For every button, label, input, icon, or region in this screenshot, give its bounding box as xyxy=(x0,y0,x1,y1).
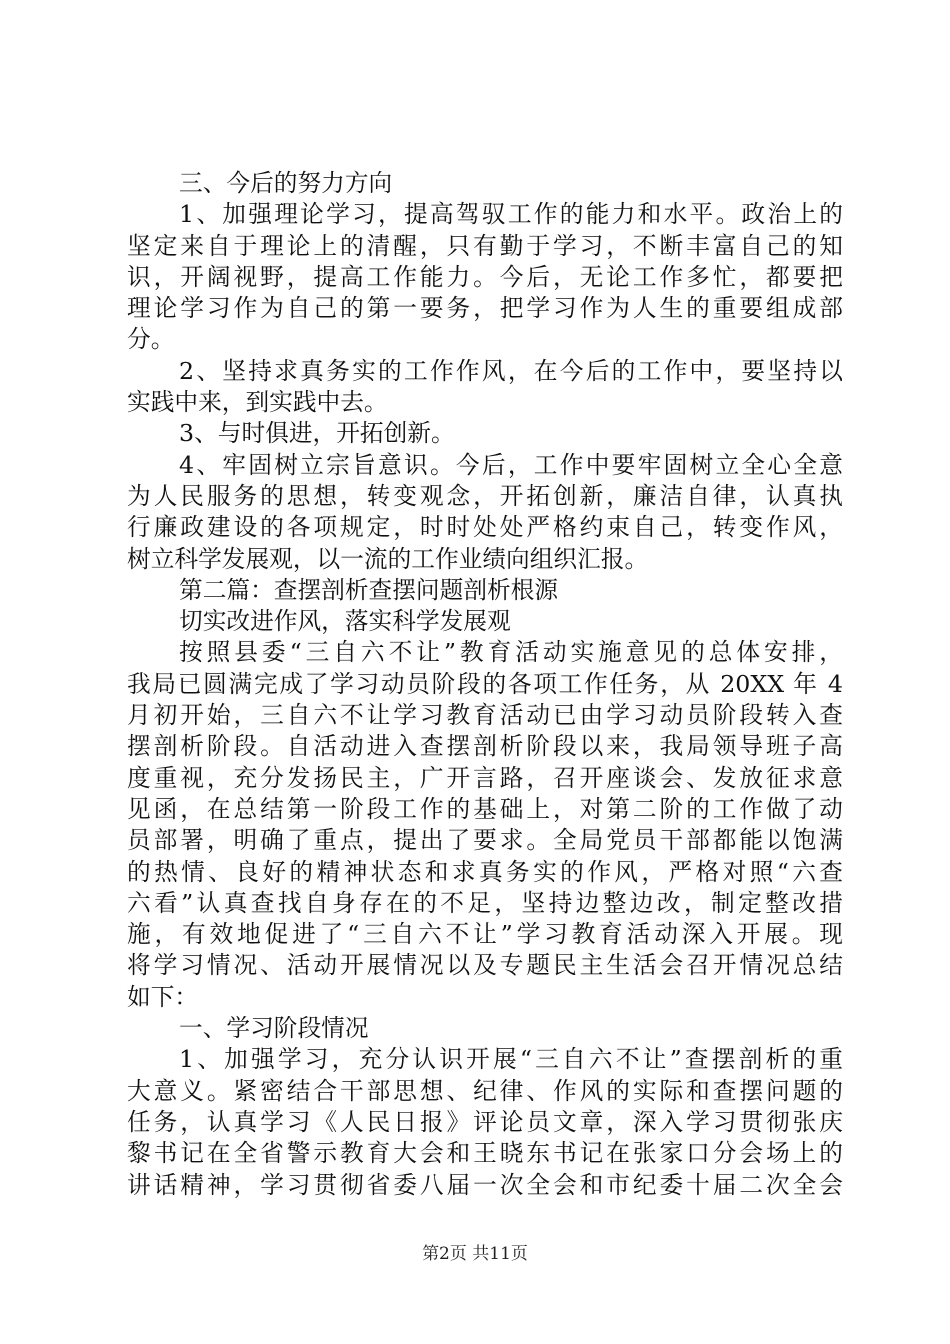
text-line: 分。 xyxy=(127,325,175,354)
text-line: 1、加强理论学习，提高驾驭工作的能力和水平。政治上的 xyxy=(179,200,843,229)
text-line: 六看”认真查找自身存在的不足，坚持边整边改，制定整改措 xyxy=(127,888,843,917)
text-line: 1、加强学习，充分认识开展“三自六不让”查摆剖析的重 xyxy=(179,1045,843,1074)
text-line: 实践中来，到实践中去。 xyxy=(127,388,388,417)
text-line: 任务，认真学习《人民日报》评论员文章，深入学习贯彻张庆 xyxy=(127,1107,843,1136)
text-line: 将学习情况、活动开展情况以及专题民主生活会召开情况总结 xyxy=(127,951,843,980)
text-line: 如下： xyxy=(127,982,199,1011)
text-line: 识，开阔视野，提高工作能力。今后，无论工作多忙，都要把 xyxy=(127,262,843,291)
text-line: 施，有效地促进了“三自六不让”学习教育活动深入开展。现 xyxy=(127,920,843,949)
text-line: 第二篇：查摆剖析查摆问题剖析根源 xyxy=(179,575,559,604)
text-line: 3、与时俱进，开拓创新。 xyxy=(179,419,455,448)
text-line: 摆剖析阶段。自活动进入查摆剖析阶段以来，我局领导班子高 xyxy=(127,732,843,761)
text-line: 见函，在总结第一阶段工作的基础上，对第二阶的工作做了动 xyxy=(127,794,843,823)
text-line: 大意义。紧密结合干部思想、纪律、作风的实际和查摆问题的 xyxy=(127,1076,843,1105)
text-line: 为人民服务的思想，转变观念，开拓创新，廉洁自律，认真执 xyxy=(127,481,843,510)
document-body xyxy=(127,168,843,1201)
page-number-footer: 第2页 共11页 xyxy=(422,1244,528,1264)
text-line: 树立科学发展观，以一流的工作业绩向组织汇报。 xyxy=(127,544,649,573)
text-line: 黎书记在全省警示教育大会和王晓东书记在张家口分会场上的 xyxy=(127,1139,843,1168)
text-line: 按照县委“三自六不让”教育活动实施意见的总体安排， xyxy=(179,638,843,667)
text-line: 三、今后的努力方向 xyxy=(179,169,393,197)
text-line: 度重视，充分发扬民主，广开言路，召开座谈会、发放征求意 xyxy=(127,763,843,792)
text-line: 月初开始，三自六不让学习教育活动已由学习动员阶段转入查 xyxy=(127,701,843,730)
text-line: 我局已圆满完成了学习动员阶段的各项工作任务，从 20XX 年 4 xyxy=(127,669,843,698)
text-line: 理论学习作为自己的第一要务，把学习作为人生的重要组成部 xyxy=(127,294,843,323)
text-line: 行廉政建设的各项规定，时时处处严格约束自己，转变作风， xyxy=(127,513,843,542)
text-line: 4、牢固树立宗旨意识。今后，工作中要牢固树立全心全意 xyxy=(179,450,843,479)
text-line: 切实改进作风，落实科学发展观 xyxy=(179,607,511,636)
text-line: 讲话精神，学习贯彻省委八届一次全会和市纪委十届二次全会 xyxy=(127,1170,843,1199)
text-line: 的热情、良好的精神状态和求真务实的作风，严格对照“六查 xyxy=(127,857,843,886)
text-line: 员部署，明确了重点，提出了要求。全局党员干部都能以饱满 xyxy=(127,826,843,855)
text-line: 2、坚持求真务实的工作作风，在今后的工作中，要坚持以 xyxy=(179,356,843,385)
text-line: 坚定来自于理论上的清醒，只有勤于学习，不断丰富自己的知 xyxy=(127,231,843,260)
text-line: 一、学习阶段情况 xyxy=(179,1014,369,1043)
